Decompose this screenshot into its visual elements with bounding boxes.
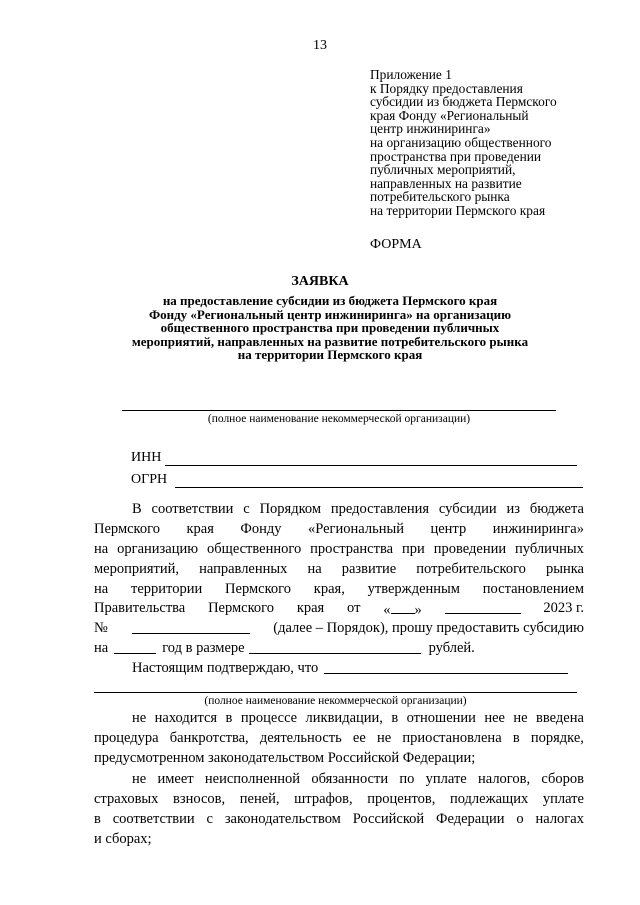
word: пространства [310, 540, 394, 557]
org-name-caption: (полное наименование некоммерческой организации) [207, 413, 471, 425]
org-name-field-2[interactable] [94, 692, 577, 693]
text-line [94, 810, 584, 830]
word: взносов, [173, 790, 226, 807]
word: деятельность [259, 729, 342, 746]
text-line [94, 790, 584, 810]
subtitle-line: на территории Пермского края [237, 347, 423, 363]
condition-paragraph-2 [94, 770, 584, 850]
word: общественного [207, 540, 302, 557]
word: при [402, 540, 425, 557]
word: нее [484, 710, 505, 726]
word: предоставления [330, 501, 430, 517]
word: штрафов, [294, 790, 353, 807]
ogrn-field[interactable] [175, 487, 583, 488]
word: рублей. [428, 640, 475, 657]
word: по [399, 771, 415, 787]
word: подлежащих [449, 790, 529, 807]
word: рынка [545, 560, 584, 577]
word: обязанности [311, 771, 389, 787]
word: налогов, [478, 771, 531, 787]
appendix-line: на территории Пермского края [370, 202, 546, 218]
word: Российской [352, 810, 425, 827]
appendix-note [370, 68, 620, 218]
word: Пермского [225, 580, 291, 597]
text-fragment: (далее – Порядок), прошу предоставить субсидию [273, 620, 584, 637]
subsidy-amount-field[interactable] [249, 639, 421, 654]
word: организацию [117, 540, 199, 557]
word: соответствии [112, 810, 195, 827]
word: ликвидации, [305, 710, 383, 726]
word: не [132, 771, 147, 787]
word: в [225, 710, 233, 726]
word: отношении [406, 710, 476, 726]
confirm-org-field[interactable] [324, 659, 568, 674]
appendix-line: центр инжиниринга» [370, 121, 491, 137]
word: процессе [240, 710, 298, 726]
word: уплате [425, 771, 467, 787]
word: процедура [94, 729, 159, 746]
decree-number-field[interactable] [132, 619, 250, 634]
text-fragment: и сборах; [94, 830, 152, 847]
text-line [94, 560, 584, 580]
subsidy-year-field[interactable] [114, 639, 156, 654]
word: на [94, 540, 109, 557]
word: публичных [515, 540, 584, 557]
text-line [94, 500, 584, 520]
appendix-line: к Порядку предоставления [370, 80, 523, 96]
number-sign: № [94, 620, 108, 637]
org-name-caption-2: (полное наименование некоммерческой организации) [204, 695, 467, 707]
document-subtitle [90, 294, 570, 362]
word: не [132, 710, 147, 726]
word: края [186, 520, 214, 537]
subtitle-line: на предоставление субсидии из бюджета Пермского края [162, 293, 498, 308]
word: страховых [94, 790, 159, 807]
appendix-line: края Фонду «Региональный [370, 107, 529, 123]
word: с [243, 501, 250, 517]
word: центр [430, 520, 467, 537]
word: Порядком [259, 501, 322, 517]
appendix-line: субсидии из бюджета Пермского [370, 94, 557, 110]
word: уплате [542, 790, 584, 807]
word: процентов, [367, 790, 436, 807]
word: банкротства, [169, 729, 249, 746]
inn-field[interactable] [165, 465, 577, 466]
word: Пермского [208, 600, 275, 617]
word: порядке, [530, 729, 584, 746]
text-line [94, 709, 584, 729]
word: введена [536, 710, 584, 726]
text-line [94, 619, 584, 639]
word: имеет [157, 771, 194, 787]
quote-open: « [383, 602, 391, 619]
appendix-line: пространства при проведении [370, 148, 542, 164]
confirm-text: Настоящим подтверждаю, что [132, 660, 319, 677]
word: соответствии [151, 501, 234, 517]
word: неисполненной [204, 771, 301, 787]
appendix-line: потребительского рынка [370, 189, 510, 205]
word: постановлением [482, 580, 584, 597]
word: из [506, 501, 521, 517]
word: от [347, 600, 361, 617]
word: субсидии [438, 501, 497, 517]
word: Правительства [94, 600, 186, 617]
text-line [94, 599, 584, 619]
appendix-line: на организацию общественного [370, 134, 552, 150]
word: инжиниринга» [492, 520, 584, 537]
word: на [94, 640, 109, 657]
text-line [94, 540, 584, 560]
appendix-line: направленных на развитие [370, 175, 522, 191]
text-fragment: год в размере [162, 640, 245, 657]
word: Федерации [436, 810, 505, 827]
word: с [206, 810, 213, 827]
application-paragraph [94, 500, 584, 679]
word: сборов [541, 771, 584, 787]
decree-month-field[interactable] [445, 599, 521, 614]
subtitle-line: Фонду «Региональный центр инжиниринга» на организацию [148, 306, 512, 322]
word: территории [131, 580, 203, 597]
word: В [132, 501, 142, 517]
day-blank[interactable] [391, 599, 415, 614]
word: бюджета [529, 501, 584, 517]
text-line [94, 639, 584, 659]
appendix-line: Приложение 1 [370, 67, 452, 82]
word: потребительского [416, 560, 526, 577]
text-line [94, 520, 584, 540]
org-name-field[interactable] [122, 410, 556, 411]
text-fragment: предусмотренном законодательством Российской Федерации; [94, 749, 476, 766]
word: о [516, 810, 524, 827]
text-line [94, 729, 584, 749]
form-label: ФОРМА [370, 237, 422, 252]
decree-year: 2023 г. [543, 600, 584, 617]
word: в [94, 810, 101, 827]
ogrn-label: ОГРН [131, 472, 168, 487]
word: не [513, 710, 528, 726]
word: развитие [341, 560, 397, 577]
word: налогах [535, 810, 584, 827]
appendix-line: публичных мероприятий, [370, 162, 516, 178]
word: находится [154, 710, 218, 726]
decree-day-field[interactable] [383, 599, 422, 619]
word: не [376, 729, 392, 746]
word: мероприятий, [94, 560, 180, 577]
word: ее [352, 729, 366, 746]
text-line [94, 770, 584, 790]
text-line [94, 749, 584, 769]
page-number: 13 [313, 38, 327, 53]
condition-paragraph-1 [94, 709, 584, 769]
word: края, [313, 580, 345, 597]
word: «Региональный [308, 520, 404, 537]
inn-label: ИНН [131, 450, 162, 465]
word: края [296, 600, 325, 617]
word: Фонду [240, 520, 282, 537]
quote-close: » [414, 602, 422, 619]
word: проведении [433, 540, 507, 557]
subtitle-line: общественного пространства при проведении публичных [160, 320, 500, 336]
word: в [391, 710, 399, 726]
word: на [94, 580, 109, 597]
word: на [307, 560, 322, 577]
text-line [94, 580, 584, 600]
word: приостановлена [402, 729, 502, 746]
word: Пермского [94, 520, 160, 537]
word: пеней, [239, 790, 280, 807]
word: в [512, 729, 520, 746]
word: направленных [199, 560, 288, 577]
document-title: ЗАЯВКА [291, 274, 349, 289]
word: утвержденным [367, 580, 460, 597]
subtitle-line: мероприятий, направленных на развитие потребительского рынка [131, 333, 529, 349]
text-line [94, 830, 584, 850]
word: законодательством [224, 810, 341, 827]
text-line [94, 659, 584, 679]
